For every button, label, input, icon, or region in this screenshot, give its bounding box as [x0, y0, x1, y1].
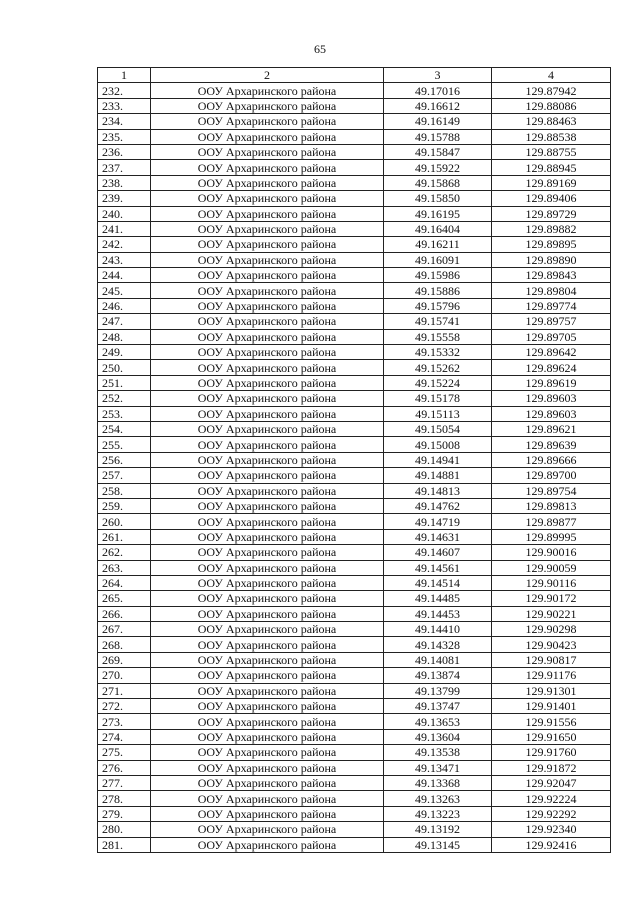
- longitude-value: 129.92340: [492, 822, 611, 837]
- longitude-value: 129.89995: [492, 529, 611, 544]
- coordinates-table: [97, 67, 611, 853]
- row-number: 270.: [98, 668, 151, 683]
- latitude-value: 49.16091: [384, 252, 492, 267]
- latitude-value: 49.13192: [384, 822, 492, 837]
- table-row: [98, 114, 611, 129]
- page-number: 65: [314, 42, 326, 56]
- row-number: 249.: [98, 345, 151, 360]
- longitude-value: 129.91650: [492, 729, 611, 744]
- longitude-value: 129.90423: [492, 637, 611, 652]
- table-row: [98, 683, 611, 698]
- longitude-value: 129.89666: [492, 452, 611, 467]
- longitude-value: 129.89774: [492, 298, 611, 313]
- organization-name: ООУ Архаринского района: [151, 745, 384, 760]
- longitude-value: 129.91301: [492, 683, 611, 698]
- latitude-value: 49.15741: [384, 314, 492, 329]
- organization-name: ООУ Архаринского района: [151, 498, 384, 513]
- table-row: [98, 729, 611, 744]
- organization-name: ООУ Архаринского района: [151, 575, 384, 590]
- row-number: 267.: [98, 622, 151, 637]
- row-number: 278.: [98, 791, 151, 806]
- table-row: [98, 314, 611, 329]
- table-row: [98, 421, 611, 436]
- table-row: [98, 791, 611, 806]
- latitude-value: 49.16612: [384, 98, 492, 113]
- latitude-value: 49.14762: [384, 498, 492, 513]
- organization-name: ООУ Архаринского района: [151, 806, 384, 821]
- table-row: [98, 345, 611, 360]
- latitude-value: 49.14410: [384, 622, 492, 637]
- organization-name: ООУ Архаринского района: [151, 683, 384, 698]
- organization-name: ООУ Архаринского района: [151, 822, 384, 837]
- latitude-value: 49.13747: [384, 699, 492, 714]
- organization-name: ООУ Архаринского района: [151, 668, 384, 683]
- row-number: 235.: [98, 129, 151, 144]
- row-number: 279.: [98, 806, 151, 821]
- organization-name: ООУ Архаринского района: [151, 437, 384, 452]
- table-row: [98, 714, 611, 729]
- table-row: [98, 83, 611, 98]
- table-row: [98, 514, 611, 529]
- table-row: [98, 806, 611, 821]
- row-number: 255.: [98, 437, 151, 452]
- organization-name: ООУ Архаринского района: [151, 345, 384, 360]
- table-row: [98, 760, 611, 775]
- table-row: [98, 375, 611, 390]
- longitude-value: 129.92047: [492, 775, 611, 790]
- organization-name: ООУ Архаринского района: [151, 529, 384, 544]
- organization-name: ООУ Архаринского района: [151, 283, 384, 298]
- longitude-value: 129.91760: [492, 745, 611, 760]
- column-header: 2: [151, 68, 384, 83]
- row-number: 271.: [98, 683, 151, 698]
- row-number: 237.: [98, 160, 151, 175]
- row-number: 234.: [98, 114, 151, 129]
- longitude-value: 129.92224: [492, 791, 611, 806]
- table-row: [98, 406, 611, 421]
- organization-name: ООУ Архаринского района: [151, 144, 384, 159]
- organization-name: ООУ Архаринского района: [151, 714, 384, 729]
- latitude-value: 49.14485: [384, 591, 492, 606]
- longitude-value: 129.89757: [492, 314, 611, 329]
- column-header: 1: [98, 68, 151, 83]
- row-number: 274.: [98, 729, 151, 744]
- table-row: [98, 498, 611, 513]
- table-row: [98, 452, 611, 467]
- table-row: [98, 775, 611, 790]
- row-number: 232.: [98, 83, 151, 98]
- organization-name: ООУ Архаринского района: [151, 760, 384, 775]
- longitude-value: 129.87942: [492, 83, 611, 98]
- latitude-value: 49.16211: [384, 237, 492, 252]
- latitude-value: 49.15113: [384, 406, 492, 421]
- longitude-value: 129.88463: [492, 114, 611, 129]
- longitude-value: 129.89882: [492, 221, 611, 236]
- organization-name: ООУ Архаринского района: [151, 468, 384, 483]
- longitude-value: 129.89406: [492, 191, 611, 206]
- latitude-value: 49.16404: [384, 221, 492, 236]
- latitude-value: 49.13799: [384, 683, 492, 698]
- longitude-value: 129.90016: [492, 545, 611, 560]
- table-row: [98, 268, 611, 283]
- table-row: [98, 822, 611, 837]
- table-row: [98, 483, 611, 498]
- table-row: [98, 437, 611, 452]
- latitude-value: 49.15262: [384, 360, 492, 375]
- longitude-value: 129.89705: [492, 329, 611, 344]
- row-number: 273.: [98, 714, 151, 729]
- longitude-value: 129.89843: [492, 268, 611, 283]
- organization-name: ООУ Архаринского района: [151, 268, 384, 283]
- table-row: [98, 360, 611, 375]
- table-row: [98, 144, 611, 159]
- row-number: 268.: [98, 637, 151, 652]
- row-number: 243.: [98, 252, 151, 267]
- row-number: 264.: [98, 575, 151, 590]
- longitude-value: 129.90059: [492, 560, 611, 575]
- organization-name: ООУ Архаринского района: [151, 514, 384, 529]
- latitude-value: 49.13471: [384, 760, 492, 775]
- row-number: 246.: [98, 298, 151, 313]
- latitude-value: 49.14328: [384, 637, 492, 652]
- latitude-value: 49.13145: [384, 837, 492, 852]
- longitude-value: 129.90298: [492, 622, 611, 637]
- organization-name: ООУ Архаринского района: [151, 452, 384, 467]
- longitude-value: 129.89813: [492, 498, 611, 513]
- latitude-value: 49.17016: [384, 83, 492, 98]
- latitude-value: 49.13604: [384, 729, 492, 744]
- latitude-value: 49.15332: [384, 345, 492, 360]
- table-row: [98, 668, 611, 683]
- table-row: [98, 191, 611, 206]
- organization-name: ООУ Архаринского района: [151, 606, 384, 621]
- row-number: 241.: [98, 221, 151, 236]
- latitude-value: 49.14813: [384, 483, 492, 498]
- longitude-value: 129.89642: [492, 345, 611, 360]
- table-row: [98, 237, 611, 252]
- table-row: [98, 606, 611, 621]
- organization-name: ООУ Архаринского района: [151, 298, 384, 313]
- organization-name: ООУ Архаринского района: [151, 560, 384, 575]
- table-row: [98, 129, 611, 144]
- organization-name: ООУ Архаринского района: [151, 837, 384, 852]
- latitude-value: 49.14941: [384, 452, 492, 467]
- column-header: 3: [384, 68, 492, 83]
- organization-name: ООУ Архаринского района: [151, 699, 384, 714]
- organization-name: ООУ Архаринского района: [151, 114, 384, 129]
- row-number: 265.: [98, 591, 151, 606]
- table-row: [98, 837, 611, 852]
- organization-name: ООУ Архаринского района: [151, 421, 384, 436]
- organization-name: ООУ Архаринского района: [151, 591, 384, 606]
- latitude-value: 49.13874: [384, 668, 492, 683]
- longitude-value: 129.89700: [492, 468, 611, 483]
- longitude-value: 129.88086: [492, 98, 611, 113]
- longitude-value: 129.90116: [492, 575, 611, 590]
- table-row: [98, 652, 611, 667]
- table-row: [98, 298, 611, 313]
- row-number: 281.: [98, 837, 151, 852]
- organization-name: ООУ Архаринского района: [151, 729, 384, 744]
- latitude-value: 49.14607: [384, 545, 492, 560]
- row-number: 236.: [98, 144, 151, 159]
- row-number: 276.: [98, 760, 151, 775]
- organization-name: ООУ Архаринского района: [151, 314, 384, 329]
- organization-name: ООУ Архаринского района: [151, 775, 384, 790]
- latitude-value: 49.15788: [384, 129, 492, 144]
- latitude-value: 49.14453: [384, 606, 492, 621]
- longitude-value: 129.89877: [492, 514, 611, 529]
- longitude-value: 129.91556: [492, 714, 611, 729]
- row-number: 238.: [98, 175, 151, 190]
- organization-name: ООУ Архаринского района: [151, 83, 384, 98]
- latitude-value: 49.16195: [384, 206, 492, 221]
- longitude-value: 129.89754: [492, 483, 611, 498]
- table-body: [98, 83, 611, 853]
- longitude-value: 129.88538: [492, 129, 611, 144]
- row-number: 257.: [98, 468, 151, 483]
- table-row: [98, 545, 611, 560]
- latitude-value: 49.13538: [384, 745, 492, 760]
- table-row: [98, 221, 611, 236]
- organization-name: ООУ Архаринского района: [151, 191, 384, 206]
- latitude-value: 49.15868: [384, 175, 492, 190]
- row-number: 247.: [98, 314, 151, 329]
- latitude-value: 49.15796: [384, 298, 492, 313]
- row-number: 248.: [98, 329, 151, 344]
- longitude-value: 129.91401: [492, 699, 611, 714]
- latitude-value: 49.14881: [384, 468, 492, 483]
- table-row: [98, 206, 611, 221]
- latitude-value: 49.14719: [384, 514, 492, 529]
- organization-name: ООУ Архаринского района: [151, 406, 384, 421]
- latitude-value: 49.15847: [384, 144, 492, 159]
- row-number: 259.: [98, 498, 151, 513]
- row-number: 245.: [98, 283, 151, 298]
- longitude-value: 129.92292: [492, 806, 611, 821]
- organization-name: ООУ Архаринского района: [151, 622, 384, 637]
- latitude-value: 49.14561: [384, 560, 492, 575]
- latitude-value: 49.15558: [384, 329, 492, 344]
- longitude-value: 129.89169: [492, 175, 611, 190]
- latitude-value: 49.15886: [384, 283, 492, 298]
- longitude-value: 129.92416: [492, 837, 611, 852]
- latitude-value: 49.14081: [384, 652, 492, 667]
- organization-name: ООУ Архаринского района: [151, 637, 384, 652]
- organization-name: ООУ Архаринского района: [151, 652, 384, 667]
- latitude-value: 49.15008: [384, 437, 492, 452]
- table-row: [98, 637, 611, 652]
- row-number: 250.: [98, 360, 151, 375]
- latitude-value: 49.15986: [384, 268, 492, 283]
- organization-name: ООУ Архаринского района: [151, 129, 384, 144]
- latitude-value: 49.15054: [384, 421, 492, 436]
- organization-name: ООУ Архаринского района: [151, 483, 384, 498]
- latitude-value: 49.16149: [384, 114, 492, 129]
- longitude-value: 129.89804: [492, 283, 611, 298]
- table-row: [98, 391, 611, 406]
- row-number: 277.: [98, 775, 151, 790]
- row-number: 251.: [98, 375, 151, 390]
- organization-name: ООУ Архаринского района: [151, 237, 384, 252]
- latitude-value: 49.13263: [384, 791, 492, 806]
- table-row: [98, 329, 611, 344]
- latitude-value: 49.14631: [384, 529, 492, 544]
- organization-name: ООУ Архаринского района: [151, 175, 384, 190]
- longitude-value: 129.89619: [492, 375, 611, 390]
- latitude-value: 49.15178: [384, 391, 492, 406]
- latitude-value: 49.15922: [384, 160, 492, 175]
- row-number: 258.: [98, 483, 151, 498]
- longitude-value: 129.90817: [492, 652, 611, 667]
- table-row: [98, 468, 611, 483]
- longitude-value: 129.89603: [492, 391, 611, 406]
- longitude-value: 129.90172: [492, 591, 611, 606]
- table-row: [98, 591, 611, 606]
- latitude-value: 49.15224: [384, 375, 492, 390]
- longitude-value: 129.89621: [492, 421, 611, 436]
- latitude-value: 49.13223: [384, 806, 492, 821]
- row-number: 239.: [98, 191, 151, 206]
- row-number: 240.: [98, 206, 151, 221]
- latitude-value: 49.13653: [384, 714, 492, 729]
- longitude-value: 129.89729: [492, 206, 611, 221]
- organization-name: ООУ Архаринского района: [151, 329, 384, 344]
- row-number: 260.: [98, 514, 151, 529]
- organization-name: ООУ Архаринского района: [151, 98, 384, 113]
- row-number: 254.: [98, 421, 151, 436]
- table-row: [98, 529, 611, 544]
- longitude-value: 129.89624: [492, 360, 611, 375]
- row-number: 244.: [98, 268, 151, 283]
- row-number: 275.: [98, 745, 151, 760]
- longitude-value: 129.91176: [492, 668, 611, 683]
- longitude-value: 129.89639: [492, 437, 611, 452]
- organization-name: ООУ Архаринского района: [151, 375, 384, 390]
- table-row: [98, 699, 611, 714]
- table-row: [98, 160, 611, 175]
- row-number: 242.: [98, 237, 151, 252]
- longitude-value: 129.90221: [492, 606, 611, 621]
- table-row: [98, 98, 611, 113]
- row-number: 261.: [98, 529, 151, 544]
- longitude-value: 129.89603: [492, 406, 611, 421]
- longitude-value: 129.88945: [492, 160, 611, 175]
- longitude-value: 129.91872: [492, 760, 611, 775]
- table-row: [98, 575, 611, 590]
- organization-name: ООУ Архаринского района: [151, 160, 384, 175]
- row-number: 266.: [98, 606, 151, 621]
- table-row: [98, 283, 611, 298]
- longitude-value: 129.89895: [492, 237, 611, 252]
- table-row: [98, 745, 611, 760]
- row-number: 262.: [98, 545, 151, 560]
- column-header: 4: [492, 68, 611, 83]
- row-number: 233.: [98, 98, 151, 113]
- longitude-value: 129.89890: [492, 252, 611, 267]
- organization-name: ООУ Архаринского района: [151, 791, 384, 806]
- organization-name: ООУ Архаринского района: [151, 360, 384, 375]
- row-number: 269.: [98, 652, 151, 667]
- table-row: [98, 560, 611, 575]
- organization-name: ООУ Архаринского района: [151, 545, 384, 560]
- longitude-value: 129.88755: [492, 144, 611, 159]
- table-row: [98, 175, 611, 190]
- organization-name: ООУ Архаринского района: [151, 206, 384, 221]
- table-row: [98, 252, 611, 267]
- table-header-row: [98, 68, 611, 83]
- latitude-value: 49.14514: [384, 575, 492, 590]
- latitude-value: 49.15850: [384, 191, 492, 206]
- row-number: 256.: [98, 452, 151, 467]
- organization-name: ООУ Архаринского района: [151, 252, 384, 267]
- row-number: 272.: [98, 699, 151, 714]
- table-row: [98, 622, 611, 637]
- row-number: 263.: [98, 560, 151, 575]
- row-number: 280.: [98, 822, 151, 837]
- organization-name: ООУ Архаринского района: [151, 391, 384, 406]
- row-number: 253.: [98, 406, 151, 421]
- latitude-value: 49.13368: [384, 775, 492, 790]
- row-number: 252.: [98, 391, 151, 406]
- organization-name: ООУ Архаринского района: [151, 221, 384, 236]
